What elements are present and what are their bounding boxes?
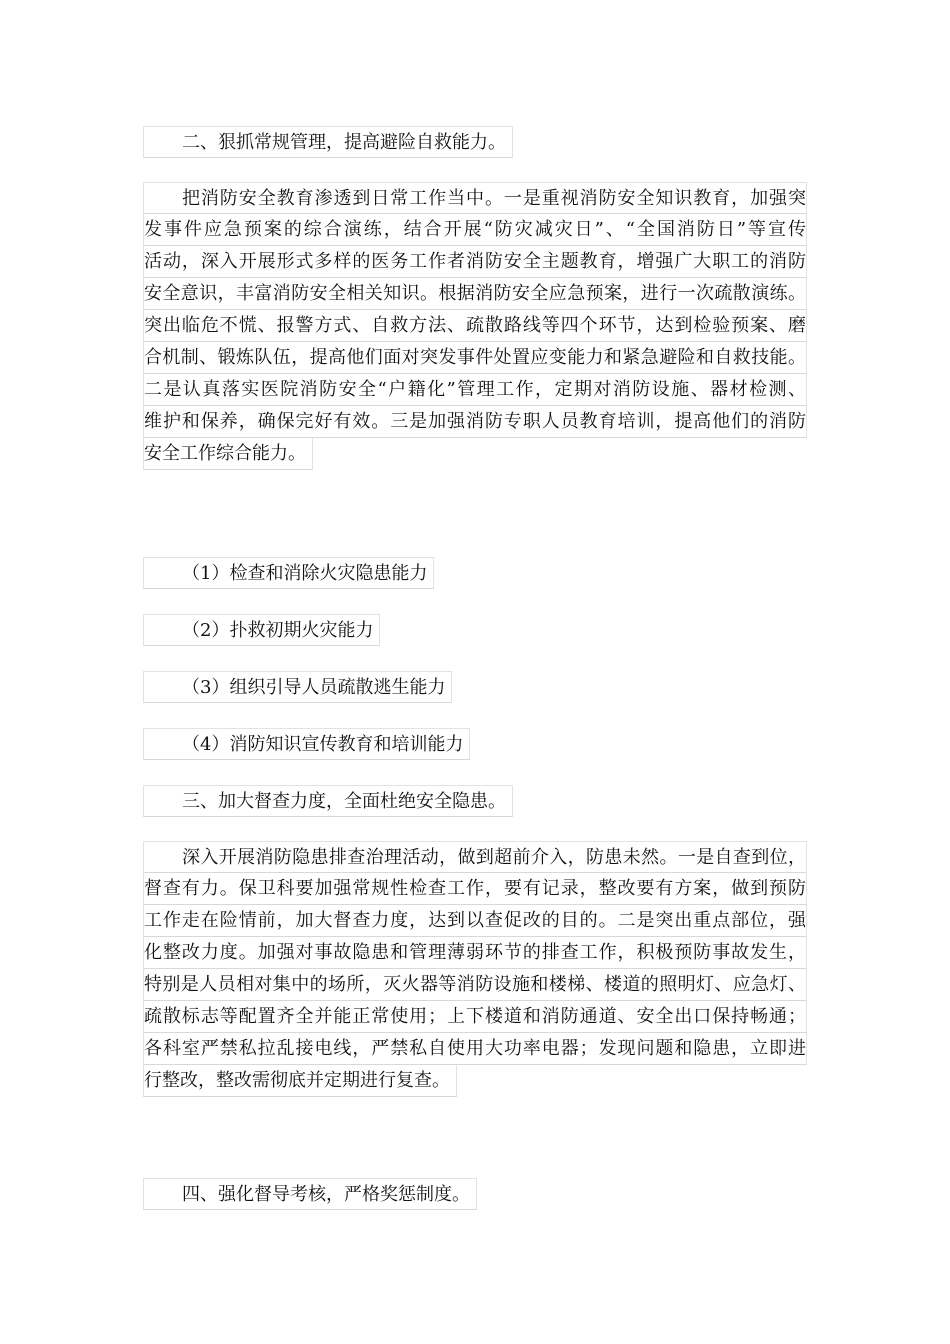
heading-text: 四、强化督导考核，严格奖惩制度。 (143, 1178, 477, 1210)
section-heading-2 (143, 126, 513, 163)
list-item-3 (143, 671, 452, 708)
list-item-4 (143, 728, 470, 765)
paragraph-line: 各科室严禁私拉乱接电线，严禁私自使用大功率电器；发现问题和隐患，立即进 (143, 1033, 807, 1065)
paragraph-line: 活动，深入开展形式多样的医务工作者消防安全主题教育，增强广大职工的消防 (143, 246, 807, 278)
paragraph-line: 发事件应急预案的综合演练，结合开展“防灾减灾日”、“全国消防日”等宣传 (143, 214, 807, 246)
list-item-text: （3）组织引导人员疏散逃生能力 (143, 671, 452, 703)
paragraph-line: 疏散标志等配置齐全并能正常使用；上下楼道和消防通道、安全出口保持畅通； (143, 1001, 807, 1033)
list-item-2 (143, 614, 380, 651)
list-item-text: （1）检查和消除火灾隐患能力 (143, 557, 434, 589)
list-item-text: （4）消防知识宣传教育和培训能力 (143, 728, 470, 760)
list-item-text: （2）扑救初期火灾能力 (143, 614, 380, 646)
paragraph-line: 维护和保养，确保完好有效。三是加强消防专职人员教育培训，提高他们的消防 (143, 406, 807, 438)
heading-text: 三、加大督查力度，全面杜绝安全隐患。 (143, 785, 513, 817)
paragraph-line: 工作走在险情前，加大督查力度，达到以查促改的目的。二是突出重点部位，强 (143, 905, 807, 937)
section-heading-3 (143, 785, 513, 822)
heading-text: 二、狠抓常规管理，提高避险自救能力。 (143, 126, 513, 158)
paragraph-line: 安全工作综合能力。 (143, 438, 313, 470)
paragraph-line: 化整改力度。加强对事故隐患和管理薄弱环节的排查工作，积极预防事故发生， (143, 937, 807, 969)
paragraph-line: 督查有力。保卫科要加强常规性检查工作，要有记录，整改要有方案，做到预防 (143, 873, 807, 905)
paragraph-line: 安全意识，丰富消防安全相关知识。根据消防安全应急预案，进行一次疏散演练。 (143, 278, 807, 310)
paragraph-line: 突出临危不慌、报警方式、自救方法、疏散路线等四个环节，达到检验预案、磨 (143, 310, 807, 342)
paragraph-line: 特别是人员相对集中的场所，灭火器等消防设施和楼梯、楼道的照明灯、应急灯、 (143, 969, 807, 1001)
paragraph-line: 二是认真落实医院消防安全“户籍化”管理工作，定期对消防设施、器材检测、 (143, 374, 807, 406)
paragraph-hazard-inspection (143, 841, 807, 1102)
section-heading-4 (143, 1178, 477, 1215)
paragraph-fire-education (143, 182, 807, 475)
paragraph-line: 把消防安全教育渗透到日常工作当中。一是重视消防安全知识教育，加强突 (143, 182, 807, 214)
paragraph-line: 行整改，整改需彻底并定期进行复查。 (143, 1065, 457, 1097)
list-item-1 (143, 557, 434, 594)
paragraph-line: 合机制、锻炼队伍，提高他们面对突发事件处置应变能力和紧急避险和自救技能。 (143, 342, 807, 374)
paragraph-line: 深入开展消防隐患排查治理活动，做到超前介入，防患未然。一是自查到位， (143, 841, 807, 873)
